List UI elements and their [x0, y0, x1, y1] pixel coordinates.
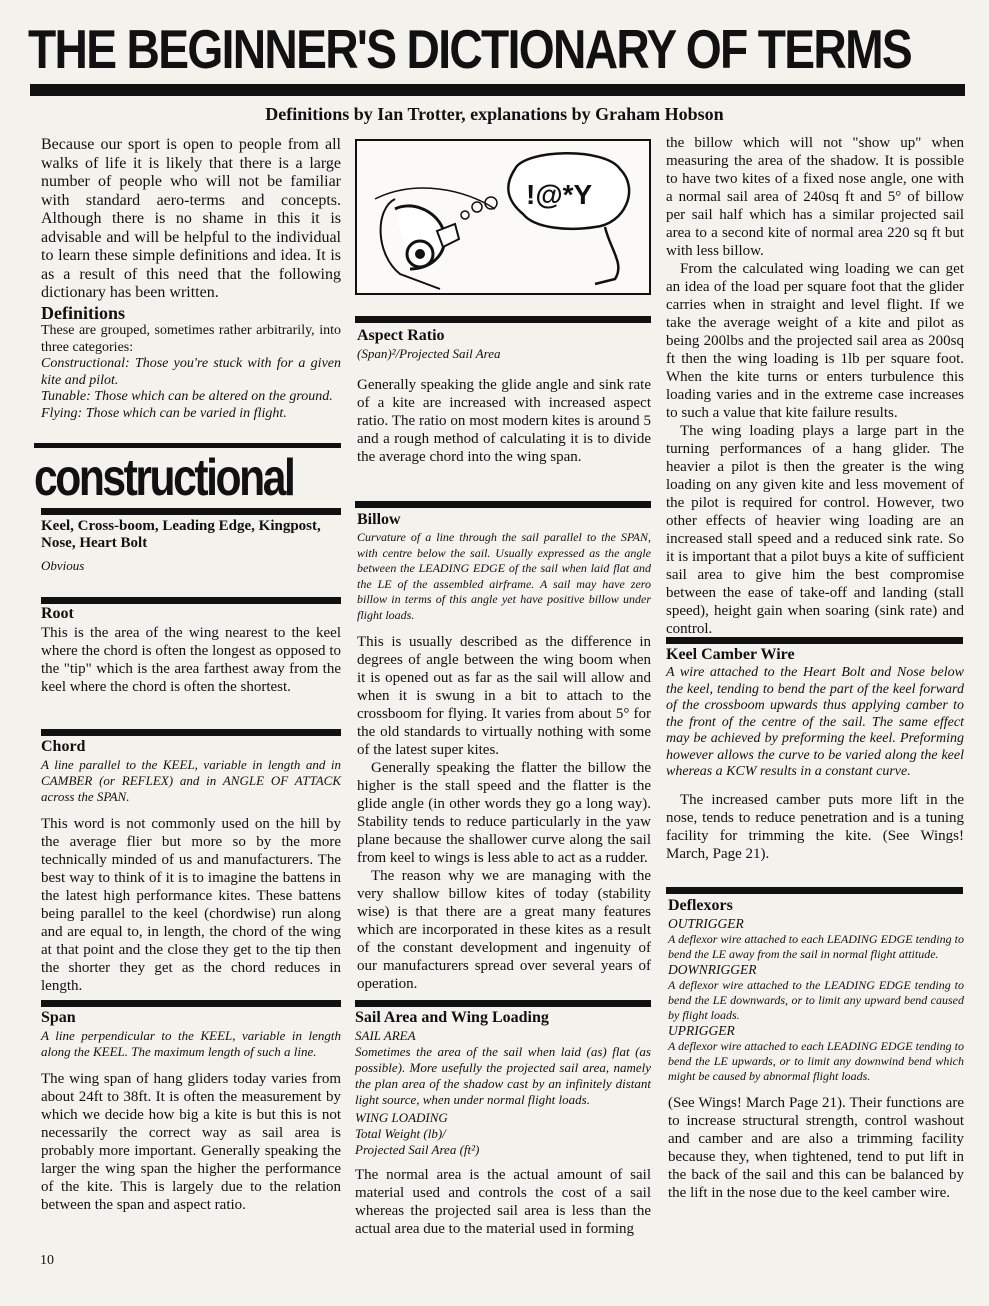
deflexors-text: (See Wings! March Page 21). Their functions are to increase structural strength, control washout and camber and are also a trimming facility because they, when tightened, tend to put lift in the back of the sail and this can be balanced by the lift in the nose due to the keel camber wire. — [668, 1095, 964, 1201]
definitions-text: These are grouped, sometimes rather arbitrarily, into three categories: — [41, 323, 341, 355]
definitions-heading: Definitions — [41, 303, 126, 323]
col3-text-2: From the calculated wing loading we can get an idea of the load per square foot that the glider carries when in straight and level flight. If we take the average weight of a kite and pilot as being 200lbs and the projected sail area as 200sq ft then the wing loading is 1lb per square foot. When the kite turns or enters turbulence this loading varies and in the extreme case increases to such a value that kite failure results. — [666, 261, 964, 421]
cartoon-drawing — [355, 139, 651, 295]
span-heading: Span — [41, 1009, 76, 1026]
billow-text-2: Generally speaking the flatter the billow the higher is the stall speed and the flatter is the glide angle (in other words they go a long way). Stability tends to reduce particularly in the yaw plane because the shallower curve along the sail from keel to wings is less able to act as a rudder. — [357, 760, 651, 866]
title-rule — [30, 84, 965, 96]
chord-text: This word is not commonly used on the hill by the average flier but more so by the more technically minded of us and manufacturers. The best way to think of it is to imagine the battens in the latest high performance kites. These battens being parallel to the keel (chordwise) run along and are equal to, in length, the chord of the wing at that point and the close they get to the tip then the shorter they get as the chord reduces in length. — [41, 816, 341, 994]
kcw-entry — [666, 645, 964, 863]
aspect-definition: (Span)²/Projected Sail Area — [357, 346, 501, 361]
billow-text-1: This is usually described as the difference in degrees of angle between the wing boom when it is opened out as far as the sail will allow and when it is swung in a bit to attach to the crossboom for flying. It varies from about 5° for the old standards to virtually nothing with some of the latest super kites. — [357, 634, 651, 758]
kcw-definition: A wire attached to the Heart Bolt and Nose below the keel, tending to bend the part of the keel forward of the crossboom upwards thus applying camber to the front of the centre of the sail. The same effect may be achieved by preforming the keel. Preforming however allows the curve to be varied along the keel whereas a KCW results in a constant curve. — [666, 665, 964, 779]
keel-heading: Keel, Cross-boom, Leading Edge, Kingpost, Nose, Heart Bolt — [41, 518, 321, 551]
speech-bubble-text: !@*Y — [526, 179, 593, 210]
kcw-heading: Keel Camber Wire — [666, 646, 795, 663]
downrigger-definition: A deflexor wire attached to the LEADING EDGE tending to bend the LE downwards, or to limit any upward bend caused by flight loads. — [668, 978, 964, 1022]
chord-entry — [41, 737, 341, 995]
aspect-text: Generally speaking the glide angle and sink rate of a kite are increased with increased aspect ratio. The ratio on most modern kites is around 5 and a rough method of calculating it is to divide the average chord into the wing span. — [357, 377, 651, 465]
column-3-text — [666, 134, 964, 638]
aspect-entry — [357, 326, 651, 466]
uprigger-definition: A deflexor wire attached to each LEADING EDGE tending to bend the LE upwards, or to limit any downwind bend which might be caused by abnormal flight loads. — [668, 1039, 964, 1083]
sailarea-text: The normal area is the actual amount of sail material used and controls the cost of a sail whereas the projected sail area is less than the actual area due to the material used in forming — [355, 1167, 651, 1237]
keel-definition: Obvious — [41, 558, 85, 573]
col3-text-1: the billow which will not "show up" when measuring the area of the shadow. It is possible to have two kites of a fixed nose angle, one with a normal sail area of 240sq ft and 5° of billow per sail half which has a similar projected sail area to a second kite of normal area 220 sq ft but with less billow. — [666, 135, 964, 259]
intro-paragraph: Because our sport is open to people from all walks of life it is likely that there is a large number of people who will not be familiar with standard aero-terms and concepts. Although there is no shame in this it is advisable and will be helpful to the individual to learn these simple definitions and idea. It is as a result of this need that the following dictionary has been written. — [41, 136, 341, 301]
definitions-constructional: Constructional: Those you're stuck with for a given kite and pilot. — [41, 356, 341, 388]
definitions-tunable: Tunable: Those which can be altered on the ground. — [41, 389, 333, 404]
span-text: The wing span of hang gliders today varies from about 24ft to 38ft. It is often the measurement by which we decide how big a kite is but this is not necessarily the correct way as sail area is probably more important. Generally speaking the larger the wing span the higher the performance of the kite. This is largely due to the relation between the span and aspect ratio. — [41, 1071, 341, 1213]
sailarea-definition-1: Sometimes the area of the sail when laid (as) flat (as possible). More usefully the projected sail area, namely the plan area of the shadow cast by an infinitely distant light source, when under normal flight loads. — [355, 1044, 651, 1107]
outrigger-definition: A deflexor wire attached to each LEADING EDGE tending to bend the LE away from the sail in normal flight attitude. — [668, 932, 964, 961]
page-title: THE BEGINNER'S DICTIONARY OF TERMS — [28, 18, 912, 80]
root-text: This is the area of the wing nearest to the keel where the chord is often the longest as opposed to the "tip" which is the area farthest away from the keel where the chord is often the shortest. — [41, 625, 341, 695]
definitions-block — [41, 303, 341, 422]
sailarea-definition-2a: Total Weight (lb)/ — [355, 1126, 446, 1141]
billow-definition: Curvature of a line through the sail parallel to the SPAN, with centre below the sail. Usually expressed as the angle between the LEADING EDGE of the sail when laid flat and the LE of the assembled airframe. A sail may have zero billow in terms of this angle yet have positive billow under flight loads. — [357, 530, 651, 622]
root-rule — [41, 597, 341, 604]
deflexors-entry — [668, 896, 964, 1202]
root-heading: Root — [41, 605, 74, 622]
billow-rule — [355, 501, 651, 508]
sailarea-entry — [355, 1008, 651, 1238]
definitions-flying: Flying: Those which can be varied in flight. — [41, 405, 287, 421]
billow-heading: Billow — [357, 511, 401, 528]
downrigger-heading: DOWNRIGGER — [668, 962, 757, 977]
aspect-rule — [355, 316, 651, 323]
chord-rule — [41, 729, 341, 736]
outrigger-heading: OUTRIGGER — [668, 916, 744, 931]
root-entry — [41, 604, 341, 696]
sailarea-sub-1: SAIL AREA — [355, 1028, 416, 1043]
span-definition: A line perpendicular to the KEEL, variable in length along the KEEL. The maximum length of such a line. — [41, 1028, 341, 1059]
byline: Definitions by Ian Trotter, explanations by Graham Hobson — [265, 104, 724, 124]
chord-heading: Chord — [41, 738, 86, 755]
kcw-rule — [666, 637, 963, 644]
sailarea-definition-2b: Projected Sail Area (ft²) — [355, 1142, 480, 1157]
keel-entry — [41, 518, 341, 574]
sailarea-sub-2: WING LOADING — [355, 1110, 448, 1125]
section-label: constructional — [34, 449, 294, 507]
kcw-text: The increased camber puts more lift in the nose, tends to reduce penetration and is a tuning facility for trimming the kite. (See Wings! March, Page 21). — [666, 791, 964, 862]
col3-text-3: The wing loading plays a large part in the turning performances of a hang glider. The heavier a pilot is then the greater is the wing loading on any given kite and less movement of the pilot is required for control. However, two other effects of heavier wing loading are an increased stall speed and a reduced sink rate. So it is important that a pilot buys a kite of sufficient sail area to give him the best compromise between the ease of take-off and landing (stall speed), height gain when soaring (sink rate) and control. — [666, 423, 964, 637]
cartoon-illustration — [355, 139, 651, 295]
keel-rule — [41, 508, 341, 515]
page-number: 10 — [40, 1253, 54, 1268]
billow-text-3: The reason why we are managing with the very shallow billow kites of today (stability wise) is that there are a great many features which are incorporated in these kites as a result of the constant development and ingenuity of our manufacturers spread over several years of operation. — [357, 868, 651, 992]
span-entry — [41, 1008, 341, 1214]
sailarea-rule — [355, 1000, 651, 1007]
uprigger-heading: UPRIGGER — [668, 1023, 735, 1038]
chord-definition: A line parallel to the KEEL, variable in length and in CAMBER (or REFLEX) and in ANGLE OF ATTACK across the SPAN. — [41, 757, 341, 804]
aspect-heading: Aspect Ratio — [357, 327, 445, 344]
sailarea-heading: Sail Area and Wing Loading — [355, 1009, 549, 1026]
billow-entry — [357, 510, 651, 993]
span-rule — [41, 1000, 341, 1007]
deflexors-heading: Deflexors — [668, 897, 733, 914]
deflexors-rule — [666, 887, 963, 894]
